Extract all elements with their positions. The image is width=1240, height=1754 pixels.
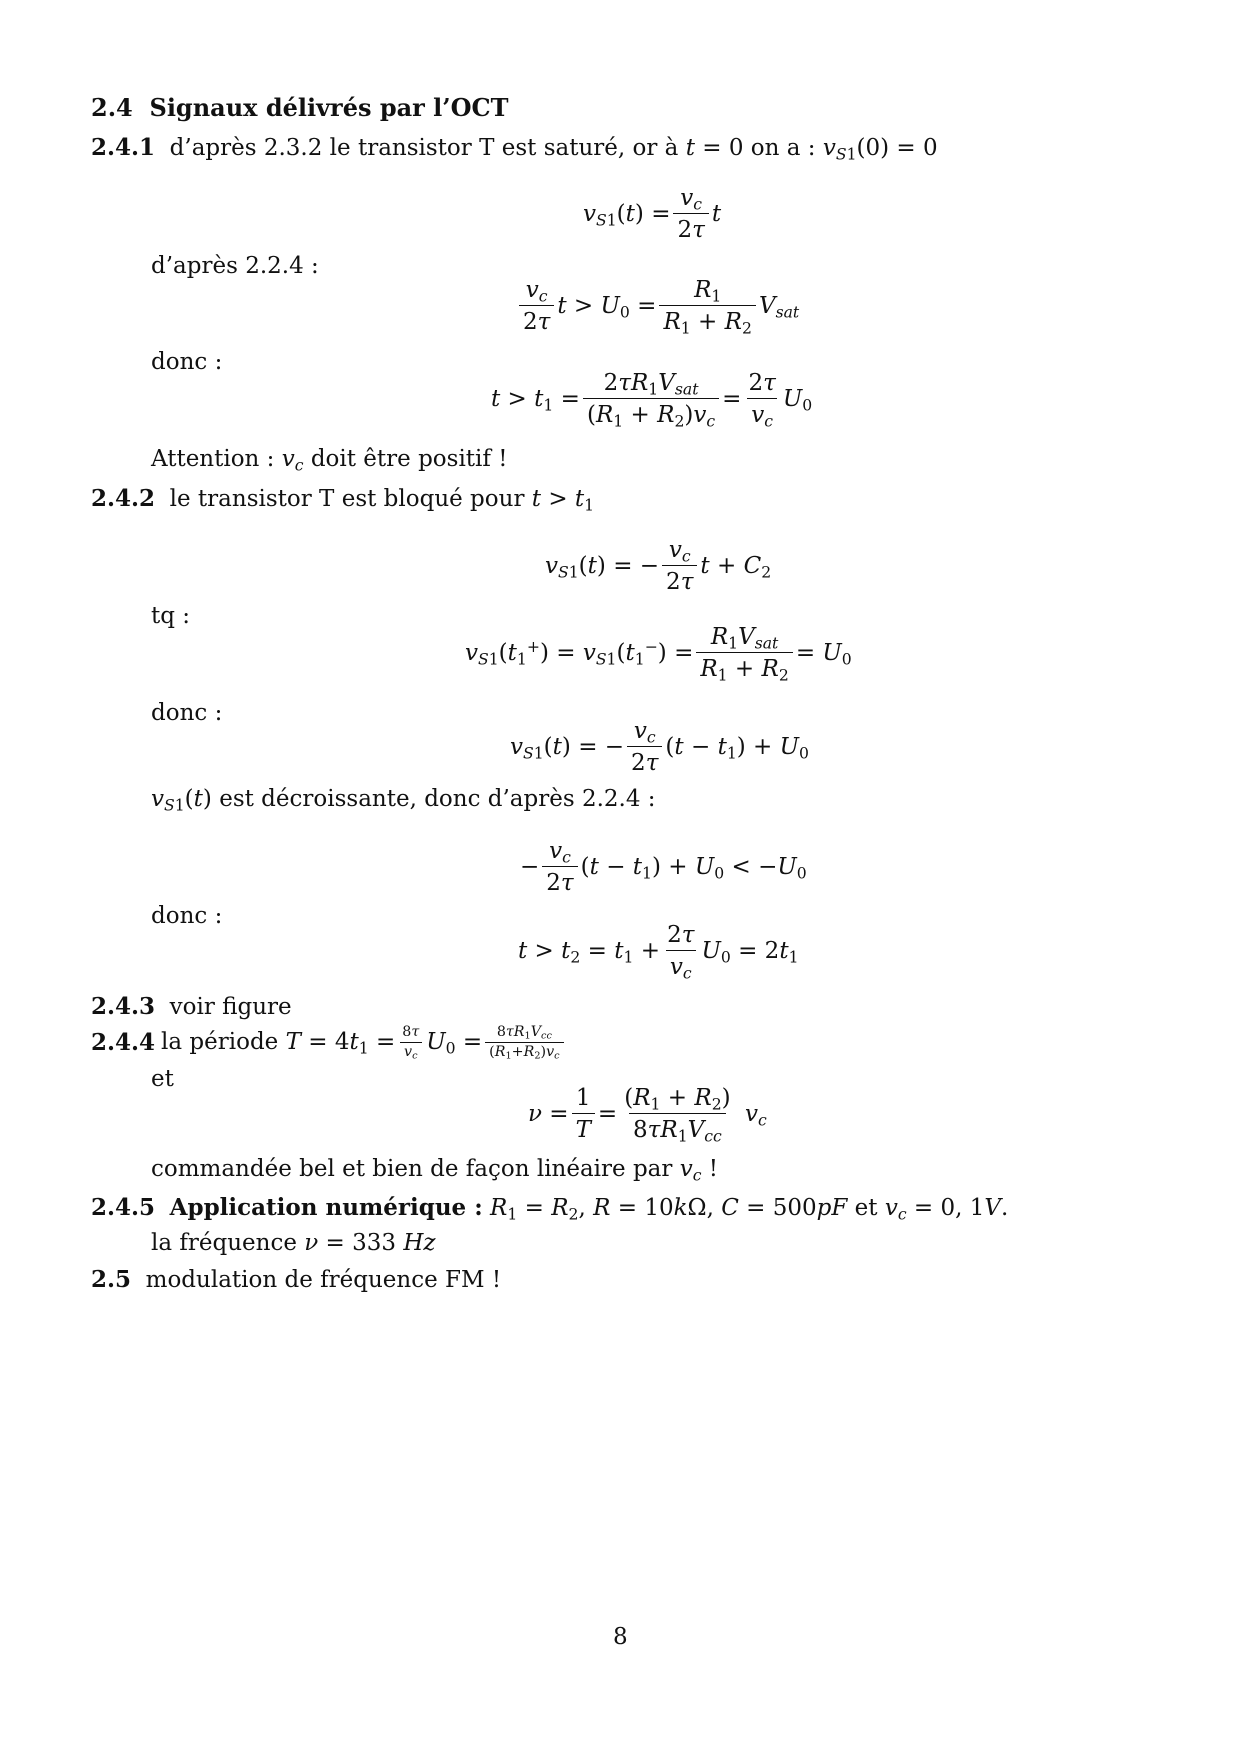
eq-vs1-linear: $v_{S1}(t)$ = $\frac{v_c}{2\tau}$ t — [583, 185, 722, 244]
commandee-text: commandée bel et bien de façon linéaire par — [151, 1156, 673, 1182]
decroissante-text: est décroissante, donc d’après 2.2.4 : — [219, 786, 656, 812]
item-241: 2.4.1 d’après 2.3.2 le transistor T est saturé, or à t = 0 on a : $v_{S1}(0) = 0$ — [91, 134, 938, 164]
item-25 — [91, 1268, 501, 1292]
label-donc-3: donc : — [151, 903, 223, 929]
eq-frequency: ν = $\frac{1}{T}$ = $\frac{(R_1 + R_2)}{8\tau R_1V_{cc}}$ $v_c$ — [528, 1085, 767, 1146]
item-245-values: $R_1 = R_2$, R = 10kΩ, C = 500pF et $v_c = 0$, 1V. — [490, 1195, 1009, 1224]
page-number: 8 — [613, 1624, 628, 1650]
item-242-number: 2.4.2 — [91, 485, 156, 512]
eq-inequality-u0: − $\frac{v_c}{2\tau}$ $(t - t_1) + U_0 < -U_0$ — [520, 838, 807, 897]
section-heading — [91, 93, 509, 122]
attention-label: Attention : — [151, 446, 275, 472]
item-25-number: 2.5 — [91, 1266, 132, 1293]
label-dapres-224: d’après 2.2.4 : — [151, 253, 319, 279]
item-25-text: modulation de fréquence FM ! — [145, 1267, 502, 1293]
item-244-text: la période — [161, 1028, 279, 1055]
item-243-number: 2.4.3 — [91, 993, 156, 1020]
item-241-text: d’après 2.3.2 le transistor T est saturé, or à — [169, 135, 679, 161]
commandee-line: commandée bel et bien de façon linéaire par $v_c$ ! — [151, 1156, 719, 1185]
item-241-number: 2.4.1 — [91, 134, 156, 161]
item-245 — [91, 1194, 1009, 1224]
item-243 — [91, 995, 292, 1019]
attention-line: Attention : $v_c$ doit être positif ! — [151, 446, 508, 475]
section-number: 2.4 — [91, 93, 133, 122]
eq-continuity: $v_{S1}(t_1^+) = v_{S1}(t_1^-)$ = $\frac{R_1V_{sat}}{R_1 + R_2}$ = $U_0$ — [465, 624, 852, 685]
label-tq: tq : — [151, 603, 191, 629]
eq-threshold-u0: $\frac{v_c}{2\tau}$ $t > U_0$ = $\frac{R_1}{R_1 + R_2}$ $V_{sat}$ — [516, 277, 799, 336]
attention-tail: doit être positif ! — [310, 446, 508, 472]
item-242: 2.4.2 le transistor T est bloqué pour $t > t_1$ — [91, 485, 595, 515]
decroissante-line: $v_{S1}(t)$ est décroissante, donc d’après 2.2.4 : — [151, 786, 656, 815]
item-242-text: le transistor T est bloqué pour — [169, 486, 525, 512]
section-title: Signaux délivrés par l’OCT — [149, 93, 509, 122]
item-243-text: voir figure — [169, 994, 292, 1020]
eq-t2: $t > t_2 = t_1$ + $\frac{2\tau}{v_c}$ $U_0 = 2t_1$ — [518, 922, 799, 983]
label-donc-1: donc : — [151, 349, 223, 375]
item-245-label: Application numérique : — [169, 1194, 483, 1221]
item-244-number: 2.4.4 — [91, 1028, 156, 1056]
label-et: et — [151, 1066, 174, 1092]
frequence-label: la fréquence — [151, 1230, 297, 1256]
eq-t1: $t > t_1$ = $\frac{2\tau R_1V_{sat}}{(R_1 + R_2)v_c}$ = $\frac{2\tau}{v_c}$ $U_0$ — [491, 370, 813, 431]
commandee-tail: ! — [708, 1156, 719, 1182]
eq-vs1-decreasing: $v_{S1}(t)$ = − $\frac{v_c}{2\tau}$ $t + C_2$ — [545, 537, 772, 596]
frequence-line: la fréquence ν = 333 Hz — [151, 1230, 436, 1256]
item-245-number: 2.4.5 — [91, 1194, 156, 1221]
label-donc-2: donc : — [151, 700, 223, 726]
item-244: 2.4.4 la période $T = 4t_1$ = $\frac{8\tau}{v_c}$ $U_0$ = $\frac{8\tau R_1V_{cc}}{(R_1+R_2)v_c}$ — [91, 1024, 567, 1061]
eq-vs1-shifted: $v_{S1}(t)$ = − $\frac{v_c}{2\tau}$ $(t - t_1) + U_0$ — [510, 718, 809, 777]
